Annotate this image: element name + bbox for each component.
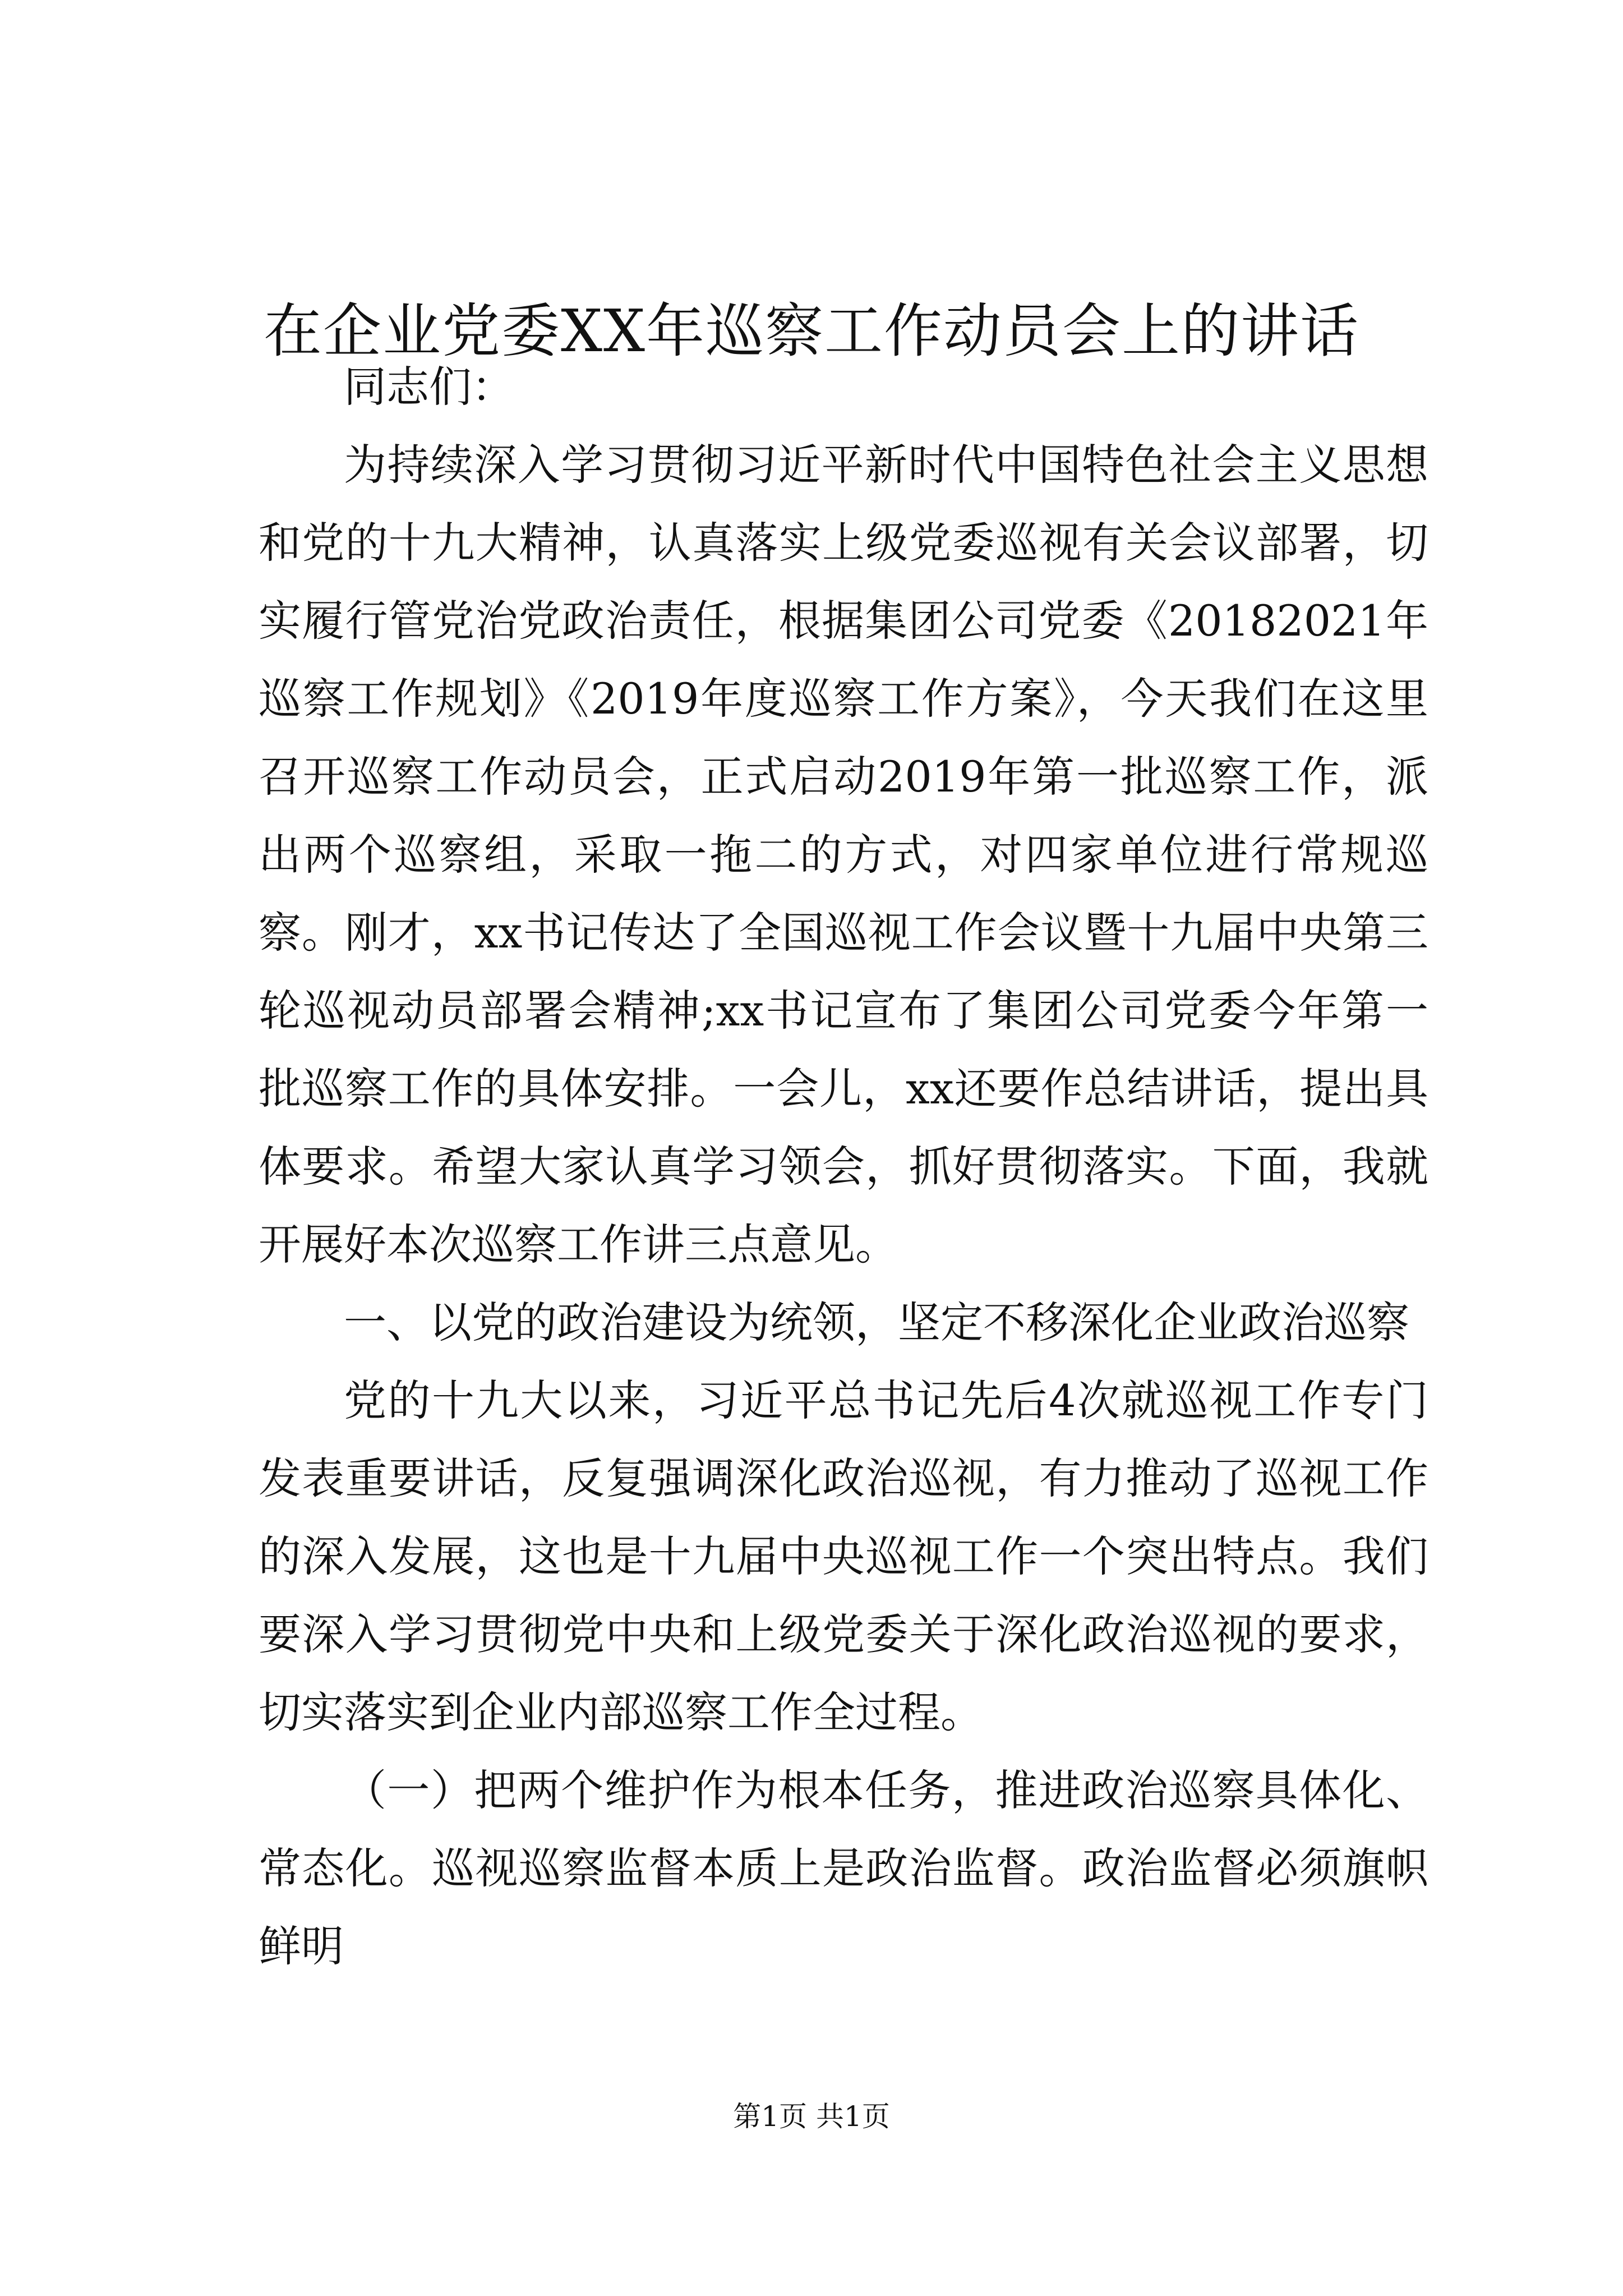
paragraph-intro: 为持续深入学习贯彻习近平新时代中国特色社会主义思想和党的十九大精神，认真落实上级党委巡视有关会议部署，切实履行管党治党政治责任，根据集团公司党委《20182021年巡察工作规划》《2019年度巡察工作方案》，今天我们在这里召开巡察工作动员会，正式启动2019年第一批巡察工作，派出两个巡察组，采取一拖二的方式，对四家单位进行常规巡察。刚才，xx书记传达了全国巡视工作会议暨十九届中央第三轮巡视动员部署会精神;xx书记宣布了集团公司党委今年第一批巡察工作的具体安排。一会儿，xx还要作总结讲话，提出具体要求。希望大家认真学习领会，抓好贯彻落实。下面，我就开展好本次巡察工作讲三点意见。 (259, 440, 1428, 1269)
document-title: 在企业党委XX年巡察工作动员会上的讲话 (263, 297, 1360, 365)
paragraph-section-1: 党的十九大以来，习近平总书记先后4次就巡视工作专门发表重要讲话，反复强调深化政治巡视，有力推动了巡视工作的深入发展，这也是十九届中央巡视工作一个突出特点。我们要深入学习贯彻党中央和上级党委关于深化政治巡视的要求，切实落实到企业内部巡察工作全过程。 (259, 1375, 1428, 1737)
page-footer: 第1页 共1页 (733, 2100, 890, 2133)
paragraph-subsection-1: （一）把两个维护作为根本任务，推进政治巡察具体化、常态化。巡视巡察监督本质上是政治监督。政治监督必须旗帜鲜明 (259, 1765, 1428, 1971)
greeting: 同志们： (344, 362, 514, 412)
document-body (259, 348, 1428, 1985)
section-heading-1: 一、以党的政治建设为统领，坚定不移深化企业政治巡察 (344, 1297, 1409, 1347)
